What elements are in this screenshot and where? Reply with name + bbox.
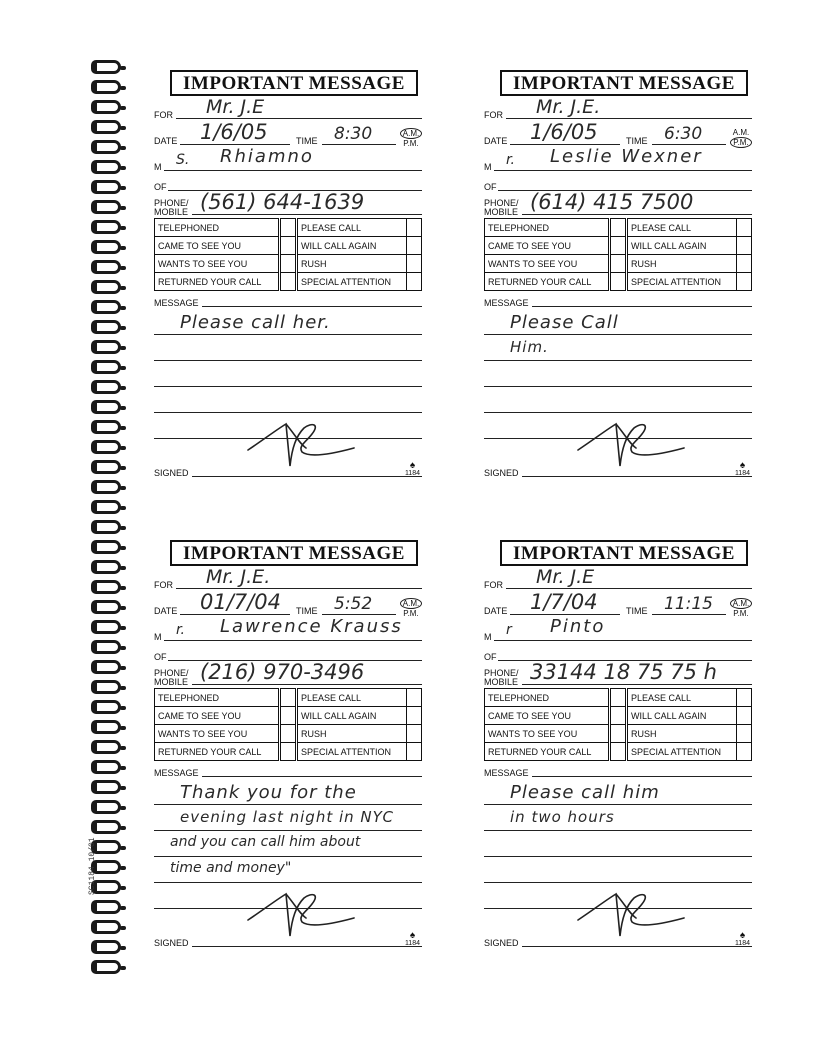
will-call-again-checkbox[interactable]	[407, 707, 422, 725]
telephoned-checkbox[interactable]	[279, 689, 296, 707]
will-call-again-checkbox[interactable]	[407, 237, 422, 255]
returned-call-checkbox[interactable]	[609, 273, 626, 291]
phone-line	[522, 214, 752, 215]
time-value: 8:30	[334, 124, 373, 144]
message-label: MESSAGE	[484, 768, 529, 778]
came-to-see-label: CAME TO SEE YOU	[485, 237, 610, 255]
message-line-3	[484, 856, 752, 857]
spiral-ring	[91, 240, 121, 254]
message-line-0	[532, 776, 752, 777]
phone-value: 33144 18 75 75 h	[530, 660, 717, 684]
am-label: A.M.	[400, 128, 422, 139]
slip-title: IMPORTANT MESSAGE	[500, 540, 748, 566]
message-line-3	[484, 386, 752, 387]
phone-line	[192, 684, 422, 685]
m-prefix: r.	[176, 622, 185, 638]
came-to-see-checkbox[interactable]	[609, 237, 626, 255]
message-line-4	[484, 882, 752, 883]
for-line	[506, 118, 752, 119]
time-line	[652, 614, 726, 615]
time-value: 6:30	[664, 124, 703, 144]
spiral-ring	[91, 200, 121, 214]
message-line-1	[154, 804, 422, 805]
spiral-ring	[91, 520, 121, 534]
pm-label: P.M.	[730, 137, 752, 148]
signature-mark	[576, 888, 686, 938]
returned-call-label: RETURNED YOUR CALL	[485, 743, 610, 761]
telephoned-label: TELEPHONED	[155, 689, 280, 707]
for-label: FOR	[484, 110, 503, 120]
phone-line	[192, 214, 422, 215]
checkbox-grid	[154, 218, 422, 291]
am-pm-marker	[400, 128, 422, 148]
spiral-ring	[91, 120, 121, 134]
message-line-4	[484, 412, 752, 413]
am-label: A.M.	[400, 598, 422, 609]
rush-label: RUSH	[296, 725, 406, 743]
returned-call-label: RETURNED YOUR CALL	[485, 273, 610, 291]
spiral-ring	[91, 740, 121, 754]
form-number: 1184	[734, 940, 750, 947]
spiral-ring	[91, 140, 121, 154]
spiral-ring	[91, 460, 121, 474]
m-label: M	[154, 162, 162, 172]
m-prefix: r.	[506, 152, 515, 168]
signed-label: SIGNED	[484, 468, 519, 478]
please-call-checkbox[interactable]	[407, 219, 422, 237]
for-line	[176, 588, 422, 589]
wants-to-see-label: WANTS TO SEE YOU	[155, 725, 280, 743]
rush-checkbox[interactable]	[407, 255, 422, 273]
please-call-label: PLEASE CALL	[296, 689, 406, 707]
wants-to-see-label: WANTS TO SEE YOU	[485, 255, 610, 273]
special-attention-label: SPECIAL ATTENTION	[296, 743, 406, 761]
spiral-ring	[91, 340, 121, 354]
came-to-see-label: CAME TO SEE YOU	[155, 237, 280, 255]
spiral-ring	[91, 820, 121, 834]
m-label: M	[484, 632, 492, 642]
form-number-badge	[405, 932, 420, 948]
signed-line	[522, 946, 752, 947]
am-label: A.M.	[730, 598, 752, 609]
message-line-4	[154, 412, 422, 413]
telephoned-checkbox[interactable]	[609, 689, 626, 707]
spiral-ring	[91, 640, 121, 654]
spiral-ring	[91, 180, 121, 194]
please-call-label: PLEASE CALL	[296, 219, 406, 237]
signed-label: SIGNED	[484, 938, 519, 948]
phone-label: PHONE/	[484, 668, 519, 678]
message-text-2: Him.	[510, 338, 549, 356]
message-line-1	[154, 334, 422, 335]
phone-label: PHONE/	[154, 198, 189, 208]
rush-checkbox[interactable]	[737, 725, 752, 743]
spiral-ring	[91, 100, 121, 114]
slip-title: IMPORTANT MESSAGE	[170, 70, 418, 96]
signature-mark	[246, 888, 356, 938]
please-call-label: PLEASE CALL	[626, 219, 736, 237]
special-attention-label: SPECIAL ATTENTION	[626, 273, 736, 291]
will-call-again-label: WILL CALL AGAIN	[296, 707, 406, 725]
wants-to-see-checkbox[interactable]	[279, 725, 296, 743]
m-prefix: r	[506, 622, 512, 638]
time-label: TIME	[626, 136, 648, 146]
form-number: 1184	[734, 470, 750, 477]
message-slip-2	[480, 66, 764, 484]
message-line-4	[154, 882, 422, 883]
pm-label: P.M.	[403, 609, 419, 618]
will-call-again-checkbox[interactable]	[737, 707, 752, 725]
special-attention-checkbox[interactable]	[407, 743, 422, 761]
publisher-logo-icon: ♠	[739, 930, 746, 941]
spiral-ring	[91, 220, 121, 234]
date-line	[510, 144, 620, 145]
form-number: 1184	[404, 940, 420, 947]
time-value: 5:52	[334, 594, 373, 614]
spiral-ring	[91, 80, 121, 94]
pm-label: P.M.	[403, 139, 419, 148]
caller-name: Leslie Wexner	[550, 146, 703, 167]
spiral-ring	[91, 380, 121, 394]
please-call-label: PLEASE CALL	[626, 689, 736, 707]
spiral-ring	[91, 60, 121, 74]
am-pm-marker	[730, 128, 752, 148]
mobile-label: MOBILE	[154, 207, 189, 217]
spiral-ring	[91, 720, 121, 734]
telephoned-label: TELEPHONED	[485, 689, 610, 707]
special-attention-label: SPECIAL ATTENTION	[626, 743, 736, 761]
wants-to-see-checkbox[interactable]	[609, 255, 626, 273]
special-attention-label: SPECIAL ATTENTION	[296, 273, 406, 291]
spiral-ring	[91, 580, 121, 594]
will-call-again-label: WILL CALL AGAIN	[296, 237, 406, 255]
spiral-ring	[91, 760, 121, 774]
message-label: MESSAGE	[154, 298, 199, 308]
phone-line	[522, 684, 752, 685]
mobile-label: MOBILE	[484, 207, 519, 217]
signed-line	[192, 946, 422, 947]
rush-label: RUSH	[626, 255, 736, 273]
signed-label: SIGNED	[154, 468, 189, 478]
m-label: M	[154, 632, 162, 642]
for-value: Mr. J.E.	[206, 566, 271, 588]
telephoned-checkbox[interactable]	[609, 219, 626, 237]
rush-label: RUSH	[296, 255, 406, 273]
for-label: FOR	[484, 580, 503, 590]
form-number: 1184	[404, 470, 420, 477]
will-call-again-label: WILL CALL AGAIN	[626, 237, 736, 255]
date-label: DATE	[484, 136, 508, 146]
will-call-again-checkbox[interactable]	[737, 237, 752, 255]
will-call-again-label: WILL CALL AGAIN	[626, 707, 736, 725]
wants-to-see-label: WANTS TO SEE YOU	[155, 255, 280, 273]
spiral-ring	[91, 940, 121, 954]
message-line-1	[484, 334, 752, 335]
of-label: OF	[154, 652, 167, 662]
spiral-ring	[91, 260, 121, 274]
checkbox-grid	[484, 218, 752, 291]
publisher-logo-icon: ♠	[739, 460, 746, 471]
please-call-checkbox[interactable]	[407, 689, 422, 707]
rush-checkbox[interactable]	[407, 725, 422, 743]
for-value: Mr. J.E	[206, 96, 265, 118]
pm-label: P.M.	[733, 609, 749, 618]
form-number-badge	[735, 932, 750, 948]
m-line	[164, 170, 422, 171]
time-line	[322, 144, 396, 145]
wants-to-see-label: WANTS TO SEE YOU	[485, 725, 610, 743]
date-line	[510, 614, 620, 615]
time-value: 11:15	[664, 594, 713, 614]
please-call-checkbox[interactable]	[737, 689, 752, 707]
message-line-2	[484, 830, 752, 831]
spiral-ring	[91, 540, 121, 554]
message-line-2	[484, 360, 752, 361]
for-label: FOR	[154, 110, 173, 120]
of-label: OF	[154, 182, 167, 192]
checkbox-grid	[484, 688, 752, 761]
spiral-ring	[91, 700, 121, 714]
signed-label: SIGNED	[154, 938, 189, 948]
m-label: M	[484, 162, 492, 172]
of-label: OF	[484, 652, 497, 662]
message-text-3: and you can call him about	[170, 834, 361, 850]
date-value: 1/6/05	[530, 120, 598, 144]
phone-value: (614) 415 7500	[530, 190, 694, 214]
message-text-2: evening last night in NYC	[180, 808, 395, 826]
form-number-badge	[405, 462, 420, 478]
message-label: MESSAGE	[484, 298, 529, 308]
special-attention-checkbox[interactable]	[407, 273, 422, 291]
wants-to-see-checkbox[interactable]	[279, 255, 296, 273]
date-label: DATE	[154, 136, 178, 146]
message-slip-1	[150, 66, 434, 484]
spiral-ring	[91, 800, 121, 814]
returned-call-label: RETURNED YOUR CALL	[155, 273, 280, 291]
for-label: FOR	[154, 580, 173, 590]
time-label: TIME	[296, 136, 318, 146]
spiral-ring	[91, 660, 121, 674]
spiral-ring	[91, 280, 121, 294]
special-attention-checkbox[interactable]	[737, 273, 752, 291]
message-text-1: Please call her.	[180, 312, 331, 333]
caller-name: Pinto	[550, 616, 606, 637]
spiral-ring	[91, 320, 121, 334]
message-text-1: Please Call	[510, 312, 619, 333]
special-attention-checkbox[interactable]	[737, 743, 752, 761]
came-to-see-checkbox[interactable]	[279, 237, 296, 255]
publisher-logo-icon: ♠	[409, 460, 416, 471]
spiral-ring	[91, 500, 121, 514]
spiral-ring	[91, 360, 121, 374]
returned-call-checkbox[interactable]	[609, 743, 626, 761]
date-label: DATE	[484, 606, 508, 616]
m-prefix: S.	[176, 152, 190, 168]
message-line-0	[202, 776, 422, 777]
message-text-1: Please call him	[510, 782, 660, 803]
for-value: Mr. J.E.	[536, 96, 601, 118]
date-line	[180, 144, 290, 145]
mobile-label: MOBILE	[154, 677, 189, 687]
signed-line	[192, 476, 422, 477]
phone-label: PHONE/	[154, 668, 189, 678]
time-label: TIME	[296, 606, 318, 616]
m-line	[164, 640, 422, 641]
for-value: Mr. J.E	[536, 566, 595, 588]
phone-value: (561) 644-1639	[200, 190, 365, 214]
message-line-3	[154, 386, 422, 387]
m-line	[494, 170, 752, 171]
message-line-3	[154, 856, 422, 857]
mobile-label: MOBILE	[484, 677, 519, 687]
returned-call-checkbox[interactable]	[279, 743, 296, 761]
message-text-2: in two hours	[510, 808, 615, 826]
message-text-4: time and money"	[170, 860, 292, 876]
slip-title: IMPORTANT MESSAGE	[170, 540, 418, 566]
came-to-see-label: CAME TO SEE YOU	[485, 707, 610, 725]
spiral-ring	[91, 160, 121, 174]
came-to-see-checkbox[interactable]	[609, 707, 626, 725]
spiral-ring	[91, 300, 121, 314]
date-value: 01/7/04	[200, 590, 281, 614]
time-line	[322, 614, 396, 615]
of-label: OF	[484, 182, 497, 192]
spiral-ring	[91, 560, 121, 574]
telephoned-label: TELEPHONED	[485, 219, 610, 237]
spiral-ring	[91, 480, 121, 494]
message-line-1	[484, 804, 752, 805]
spiral-ring	[91, 440, 121, 454]
for-line	[176, 118, 422, 119]
spiral-ring	[91, 680, 121, 694]
please-call-checkbox[interactable]	[737, 219, 752, 237]
message-line-2	[154, 360, 422, 361]
for-line	[506, 588, 752, 589]
caller-name: Rhiamno	[220, 146, 314, 167]
spiral-ring	[91, 920, 121, 934]
m-line	[494, 640, 752, 641]
date-line	[180, 614, 290, 615]
slip-title: IMPORTANT MESSAGE	[500, 70, 748, 96]
am-label: A.M.	[732, 128, 750, 137]
am-pm-marker	[400, 598, 422, 618]
message-line-0	[532, 306, 752, 307]
message-line-2	[154, 830, 422, 831]
date-value: 1/6/05	[200, 120, 268, 144]
message-label: MESSAGE	[154, 768, 199, 778]
am-pm-marker	[730, 598, 752, 618]
form-code: SC1184 10/01	[88, 837, 97, 895]
time-line	[652, 144, 726, 145]
signature-mark	[246, 418, 356, 468]
spiral-ring	[91, 780, 121, 794]
phone-value: (216) 970-3496	[200, 660, 365, 684]
message-text-1: Thank you for the	[180, 782, 357, 803]
checkbox-grid	[154, 688, 422, 761]
time-label: TIME	[626, 606, 648, 616]
returned-call-label: RETURNED YOUR CALL	[155, 743, 280, 761]
rush-checkbox[interactable]	[737, 255, 752, 273]
date-label: DATE	[154, 606, 178, 616]
spiral-ring	[91, 600, 121, 614]
spiral-ring	[91, 420, 121, 434]
publisher-logo-icon: ♠	[409, 930, 416, 941]
came-to-see-checkbox[interactable]	[279, 707, 296, 725]
returned-call-checkbox[interactable]	[279, 273, 296, 291]
spiral-ring	[91, 960, 121, 974]
telephoned-checkbox[interactable]	[279, 219, 296, 237]
came-to-see-label: CAME TO SEE YOU	[155, 707, 280, 725]
message-slip-3	[150, 536, 434, 954]
date-value: 1/7/04	[530, 590, 598, 614]
form-number-badge	[735, 462, 750, 478]
spiral-ring	[91, 900, 121, 914]
signature-mark	[576, 418, 686, 468]
spiral-ring	[91, 620, 121, 634]
phone-label: PHONE/	[484, 198, 519, 208]
telephoned-label: TELEPHONED	[155, 219, 280, 237]
message-line-0	[202, 306, 422, 307]
message-slip-4	[480, 536, 764, 954]
caller-name: Lawrence Krauss	[220, 616, 403, 637]
spiral-ring	[91, 400, 121, 414]
wants-to-see-checkbox[interactable]	[609, 725, 626, 743]
rush-label: RUSH	[626, 725, 736, 743]
signed-line	[522, 476, 752, 477]
